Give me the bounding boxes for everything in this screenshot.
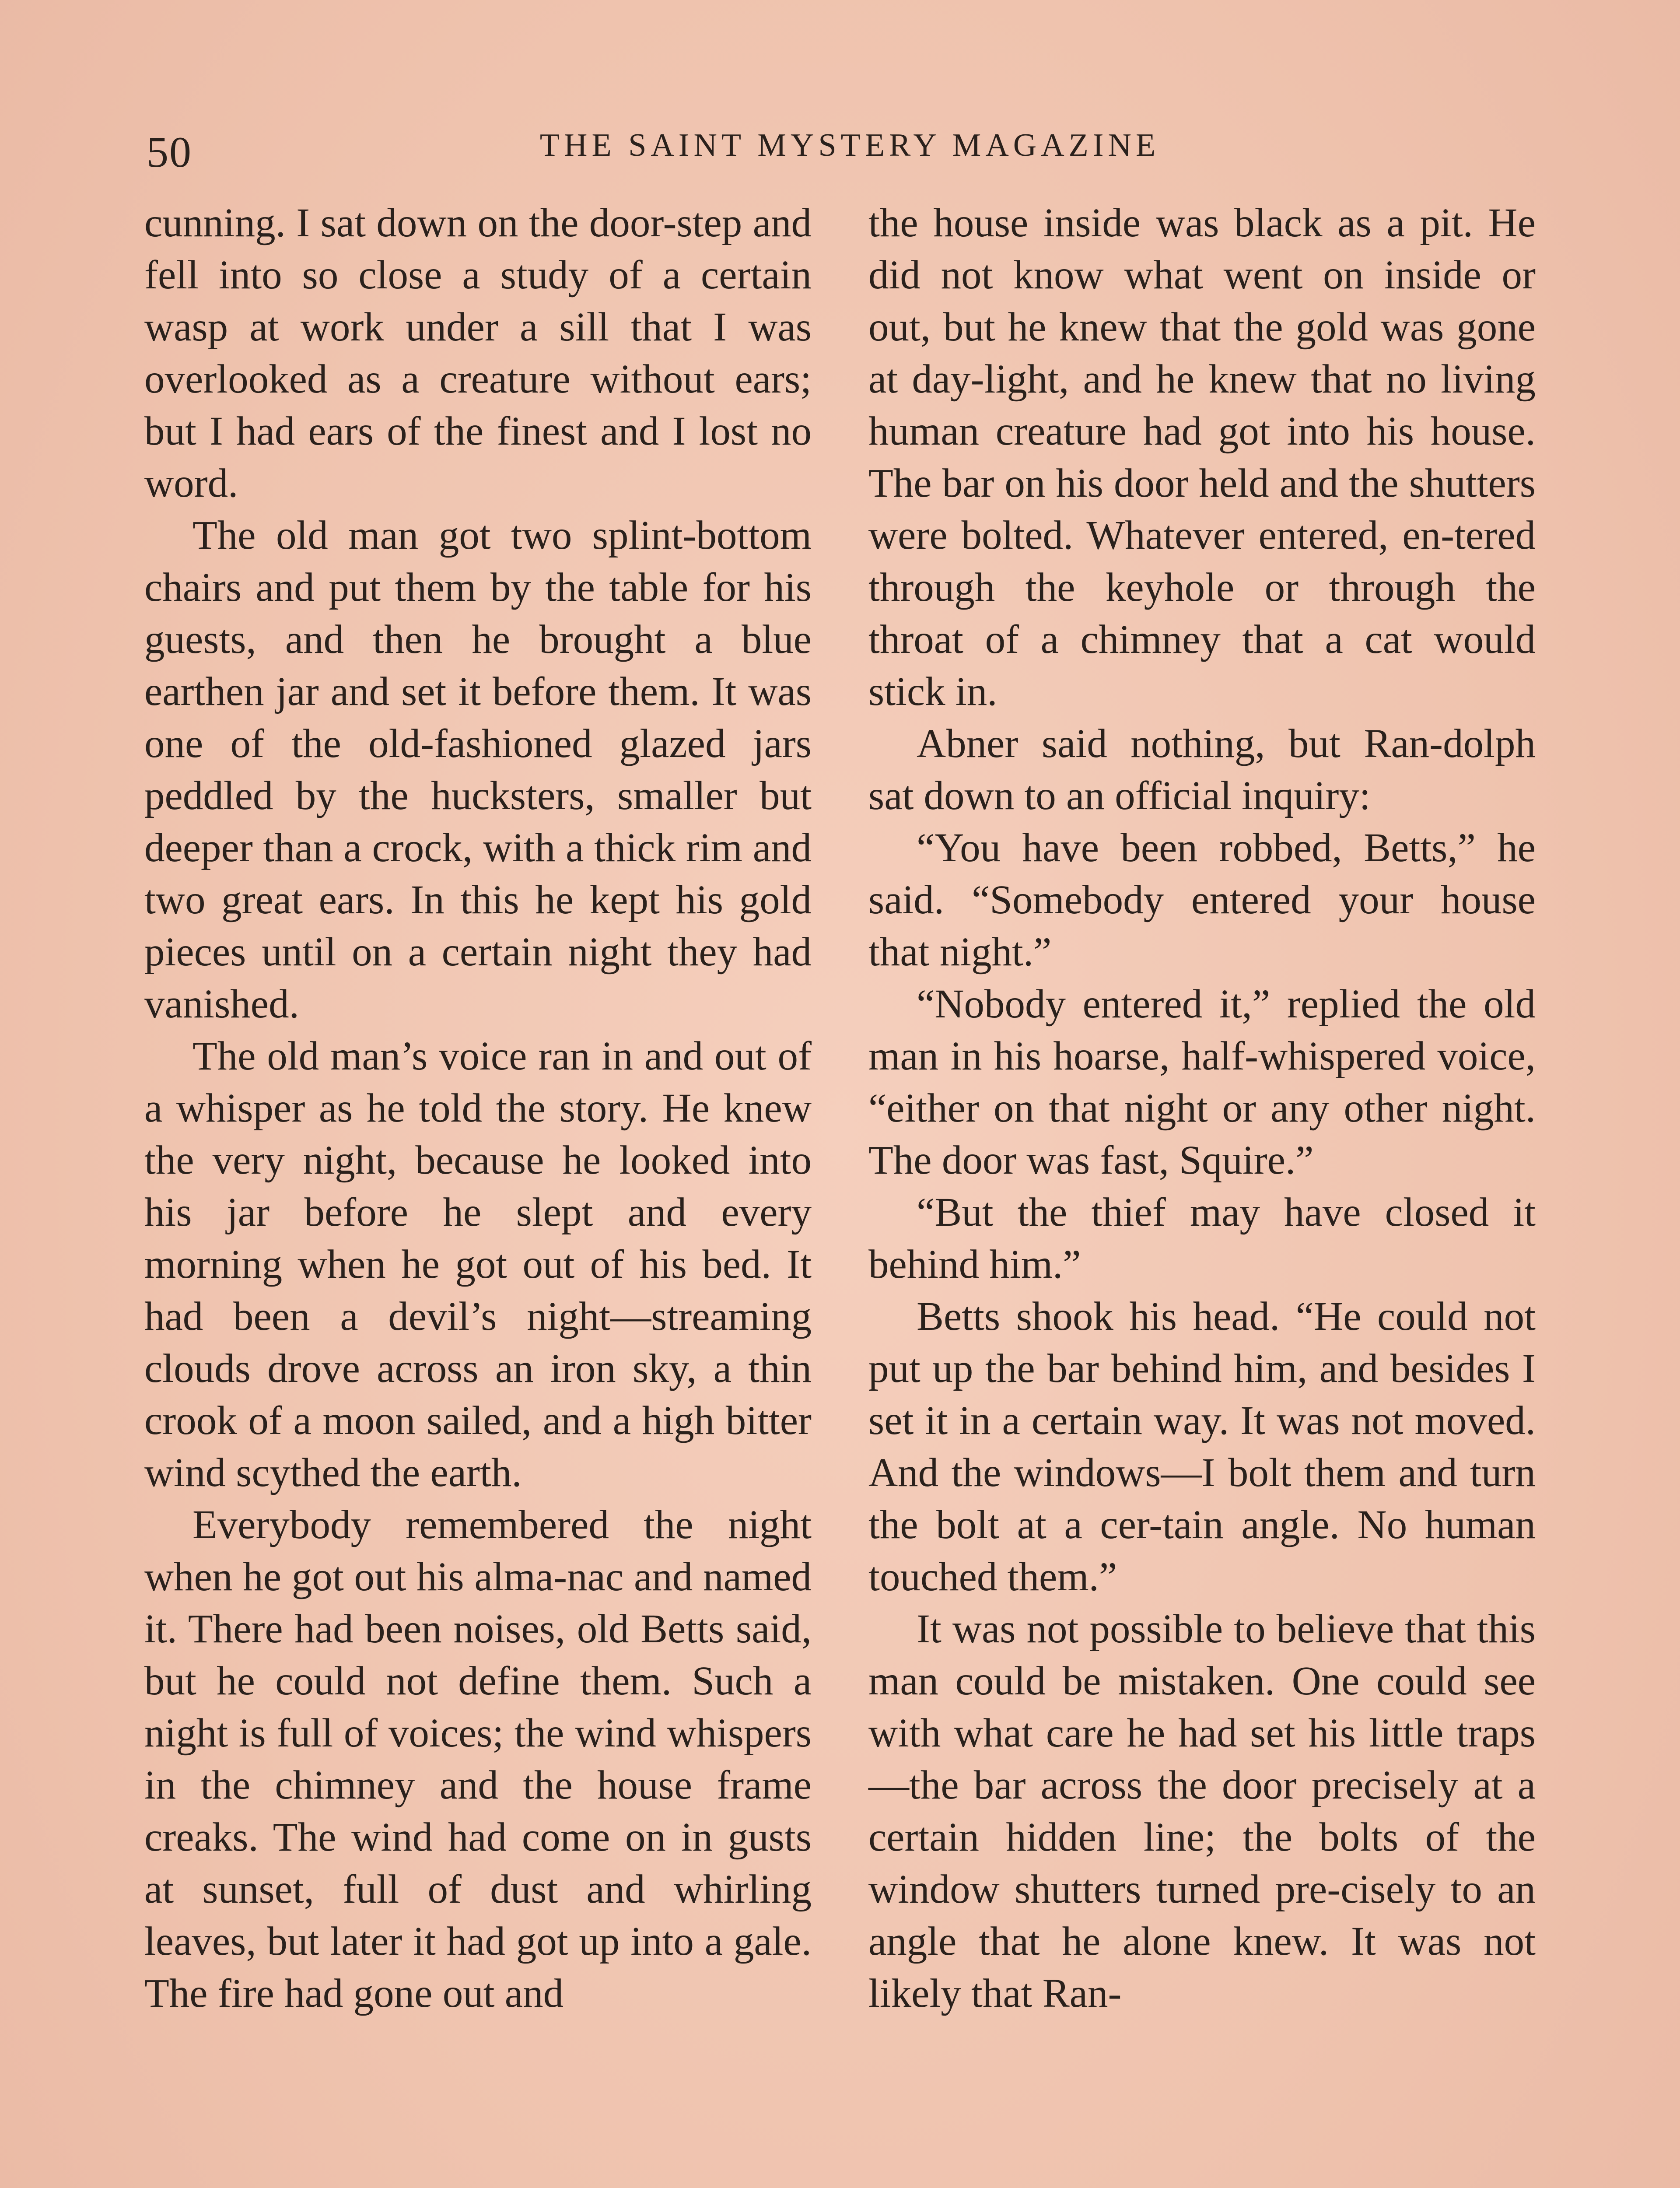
left-column bbox=[144, 197, 812, 2020]
paragraph: The old man got two splint-bottom chairs and put them by the table for his guests, and then he brought a blue earthen jar and set it before them. It was one of the old-fashioned glazed jars peddled by the hucksters, smaller but deeper than a crock, with a thick rim and two great ears. In this he kept his gold pieces until on a certain night they had vanished. bbox=[144, 513, 812, 1027]
paragraph: The old man’s voice ran in and out of a whisper as he told the story. He knew the very night, because he looked into his jar before he slept and every morning when he got out of his bed. It had been a devil’s night—streaming clouds drove across an iron sky, a thin crook of a moon sailed, and a high bitter wind scythed the earth. bbox=[144, 1034, 812, 1495]
right-column bbox=[868, 197, 1536, 2020]
running-head bbox=[147, 127, 1540, 179]
paragraph: It was not possible to believe that this man could be mistaken. One could see with what care he had set his little traps—the bar across the door precisely at a certain hidden line; the bolts of the window shutters turned pre-cisely to an angle that he alone knew. It was not likely that Ran- bbox=[868, 1606, 1536, 2016]
paragraph: cunning. I sat down on the door-step and fell into so close a study of a certain wasp at work under a sill that I was overlooked as a creature without ears; but I had ears of the finest and I lost no word. bbox=[144, 200, 812, 506]
paragraph: “You have been robbed, Betts,” he said. “Somebody entered your house that night.” bbox=[868, 825, 1536, 975]
page-number: 50 bbox=[147, 128, 192, 176]
paragraph: Everybody remembered the night when he got out his alma-nac and named it. There had been noises, old Betts said, but he could not define them. Such a night is full of voices; the wind whispers in the chimney and the house frame creaks. The wind had come on in gusts at sunset, full of dust and whirling leaves, but later it had got up into a gale. The fire had gone out and bbox=[144, 1502, 812, 2016]
paragraph: “Nobody entered it,” replied the old man in his hoarse, half-whispered voice, “either on that night or any other night. The door was fast, Squire.” bbox=[868, 982, 1536, 1183]
magazine-title: THE SAINT MYSTERY MAGAZINE bbox=[539, 127, 1160, 163]
paragraph: the house inside was black as a pit. He did not know what went on inside or out, but he knew that the gold was gone at day-light, and he knew that no living human creature had got into his house. The bar on his door held and the shutters were bolted. Whatever entered, en-tered through the keyhole or through the throat of a chimney that a cat would stick in. bbox=[868, 200, 1536, 714]
paragraph: “But the thief may have closed it behind him.” bbox=[868, 1190, 1536, 1287]
paragraph: Abner said nothing, but Ran-dolph sat down to an official inquiry: bbox=[868, 721, 1536, 818]
paragraph: Betts shook his head. “He could not put up the bar behind him, and besides I set it in a certain way. It was not moved. And the windows—I bolt them and turn the bolt at a cer-tain angle. No human touched them.” bbox=[868, 1294, 1536, 1599]
